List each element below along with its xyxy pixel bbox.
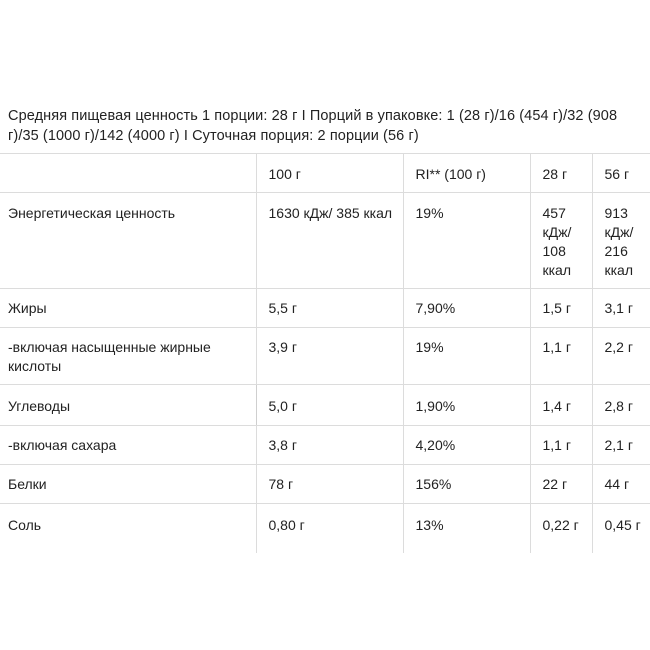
table-row: [0, 504, 650, 554]
nutrient-name-cell: Жиры: [0, 289, 256, 328]
header-cell-56g: 56 г: [592, 154, 650, 193]
per-100g-cell: 78 г: [256, 465, 403, 504]
table-row: [0, 289, 650, 328]
per-100g-cell: 3,9 г: [256, 328, 403, 385]
per-56g-cell: 2,8 г: [592, 385, 650, 426]
per-100g-cell: 3,8 г: [256, 426, 403, 465]
per-28g-cell: 1,5 г: [530, 289, 592, 328]
nutrient-name-cell: Энергетическая ценность: [0, 193, 256, 289]
table-row: [0, 328, 650, 385]
nutrition-table: [0, 153, 650, 553]
nutrient-name-cell: Соль: [0, 504, 256, 554]
nutrient-name-cell: Белки: [0, 465, 256, 504]
nutrient-name-cell: -включая сахара: [0, 426, 256, 465]
ri-cell: 19%: [403, 328, 530, 385]
per-28g-cell: 0,22 г: [530, 504, 592, 554]
per-56g-cell: 2,1 г: [592, 426, 650, 465]
ri-cell: 4,20%: [403, 426, 530, 465]
nutrient-name-cell: Углеводы: [0, 385, 256, 426]
ri-cell: 13%: [403, 504, 530, 554]
serving-info-text: Средняя пищевая ценность 1 порции: 28 г I Порций в упаковке: 1 (28 г)/16 (454 г)/32 (908 г)/35 (1000 г)/142 (4000 г) I Суточная порция: 2 порции (56 г): [8, 108, 618, 144]
nutrient-name-cell: -включая насыщенные жирные кислоты: [0, 328, 256, 385]
per-28g-cell: 1,1 г: [530, 328, 592, 385]
per-56g-cell: 0,45 г: [604, 517, 641, 533]
table-row: [0, 426, 650, 465]
header-cell-ri: RI** (100 г): [403, 154, 530, 193]
per-100g-cell: 0,80 г: [256, 504, 403, 554]
per-100g-cell: 5,5 г: [256, 289, 403, 328]
per-56g-cell: 913 кДж/ 216 ккал: [592, 193, 650, 289]
ri-cell: 19%: [403, 193, 530, 289]
ri-cell: 1,90%: [403, 385, 530, 426]
per-28g-cell: 22 г: [530, 465, 592, 504]
header-cell-per-100g: 100 г: [256, 154, 403, 193]
per-56g-cell: 44 г: [592, 465, 650, 504]
table-row: [0, 465, 650, 504]
ri-cell: 156%: [403, 465, 530, 504]
per-28g-cell: 457 кДж/ 108 ккал: [530, 193, 592, 289]
per-100g-cell: 1630 кДж/ 385 ккал: [256, 193, 403, 289]
per-28g-cell: 1,4 г: [530, 385, 592, 426]
per-100g-cell: 5,0 г: [256, 385, 403, 426]
ri-cell: 7,90%: [403, 289, 530, 328]
header-cell-28g: 28 г: [530, 154, 592, 193]
table-header-row: [0, 154, 650, 193]
per-56g-cell: 2,2 г: [592, 328, 650, 385]
table-row: [0, 385, 650, 426]
header-cell-nutrient: [0, 154, 256, 193]
per-28g-cell: 1,1 г: [530, 426, 592, 465]
table-row: [0, 193, 650, 289]
per-56g-cell: 3,1 г: [592, 289, 650, 328]
